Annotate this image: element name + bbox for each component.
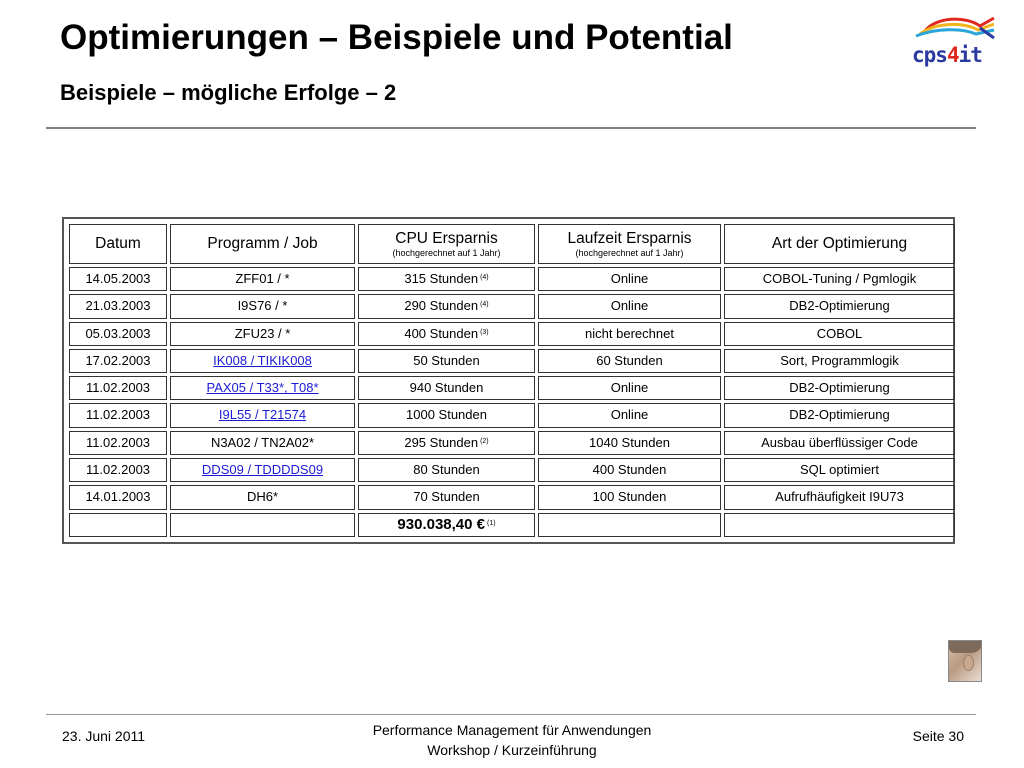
- cell-runtime: Online: [538, 403, 721, 427]
- cell-date: 11.02.2003: [69, 431, 167, 455]
- program-link[interactable]: IK008 / TIKIK008: [213, 352, 312, 368]
- savings-table: [66, 221, 958, 540]
- cell-program: DH6*: [170, 485, 355, 509]
- cell-runtime: 100 Stunden: [538, 485, 721, 509]
- cell-cpu: 290 Stunden $^{(4)}$: [358, 294, 535, 318]
- table-row: [69, 376, 955, 400]
- cell-cpu: 80 Stunden: [358, 458, 535, 482]
- footer-course-title: [312, 720, 712, 760]
- slide-subtitle: Beispiele – mögliche Erfolge – 2: [60, 80, 397, 105]
- header-cpu-ersparnis: CPU Ersparnis (hochgerechnet auf 1 Jahr): [358, 224, 535, 264]
- cell-kind: DB2-Optimierung: [724, 376, 955, 400]
- table-row: [69, 403, 955, 427]
- cell-kind: Sort, Programmlogik: [724, 349, 955, 373]
- cell-runtime: 400 Stunden: [538, 458, 721, 482]
- logo-swoosh-icon: [906, 14, 1002, 44]
- cell-cpu: 50 Stunden: [358, 349, 535, 373]
- cell-cpu: 295 Stunden $^{(2)}$: [358, 431, 535, 455]
- cell-runtime: Online: [538, 376, 721, 400]
- cell-cpu: 1000 Stunden: [358, 403, 535, 427]
- table-row: [69, 431, 955, 455]
- table-row: [69, 322, 955, 346]
- cell-program: ZFU23 / *: [170, 322, 355, 346]
- cell-kind: DB2-Optimierung: [724, 294, 955, 318]
- header-datum: Datum: [69, 224, 167, 264]
- cell-runtime: 60 Stunden: [538, 349, 721, 373]
- cps4it-logo: [906, 14, 1002, 70]
- cell-kind: COBOL: [724, 322, 955, 346]
- cell-cpu: 315 Stunden $^{(4)}$: [358, 267, 535, 291]
- cell-kind: COBOL-Tuning / Pgmlogik: [724, 267, 955, 291]
- header-programm-job: Programm / Job: [170, 224, 355, 264]
- cell-date: 11.02.2003: [69, 458, 167, 482]
- table-total-row: [69, 513, 955, 537]
- cell-empty: [538, 513, 721, 537]
- footer-line-2: Workshop / Kurzeinführung: [427, 742, 597, 758]
- cell-cpu: 400 Stunden $^{(3)}$: [358, 322, 535, 346]
- cell-program: [170, 376, 355, 400]
- cell-kind: DB2-Optimierung: [724, 403, 955, 427]
- cell-program: N3A02 / TN2A02*: [170, 431, 355, 455]
- table-row: [69, 349, 955, 373]
- cell-program: I9S76 / *: [170, 294, 355, 318]
- slide-title: Optimierungen – Beispiele und Potential: [60, 18, 733, 57]
- table-row: [69, 267, 955, 291]
- savings-table-frame: [62, 217, 955, 544]
- program-link[interactable]: DDS09 / TDDDDS09: [201, 462, 324, 478]
- cell-date: 11.02.2003: [69, 376, 167, 400]
- header-laufzeit-ersparnis: Laufzeit Ersparnis (hochgerechnet auf 1 Jahr): [538, 224, 721, 264]
- table-row: [69, 485, 955, 509]
- cell-empty: [724, 513, 955, 537]
- footer-divider: [46, 714, 976, 715]
- total-value: 930.038,40 €: [397, 515, 486, 533]
- page-number: Seite 30: [912, 728, 964, 744]
- cell-date: 14.01.2003: [69, 485, 167, 509]
- cell-total: 930.038,40 € $^{(1)}$: [358, 513, 535, 537]
- title-divider: [46, 127, 976, 129]
- cell-cpu: 70 Stunden: [358, 485, 535, 509]
- cell-runtime: Online: [538, 294, 721, 318]
- footer-line-1: Performance Management für Anwendungen: [372, 722, 652, 738]
- cell-program: [170, 403, 355, 427]
- cell-kind: Aufrufhäufigkeit I9U73: [724, 485, 955, 509]
- cell-date: 05.03.2003: [69, 322, 167, 346]
- cell-runtime: 1040 Stunden: [538, 431, 721, 455]
- logo-wordmark: cps4it: [912, 43, 982, 67]
- program-link[interactable]: I9L55 / T21574: [218, 407, 307, 423]
- header-art-der-optimierung: Art der Optimierung: [724, 224, 955, 264]
- cell-program: ZFF01 / *: [170, 267, 355, 291]
- cell-date: 21.03.2003: [69, 294, 167, 318]
- table-row: [69, 294, 955, 318]
- cell-runtime: nicht berechnet: [538, 322, 721, 346]
- cell-cpu: 940 Stunden: [358, 376, 535, 400]
- cell-program: [170, 458, 355, 482]
- table-header-row: [69, 224, 955, 264]
- presenter-photo: [948, 640, 982, 682]
- cell-date: 14.05.2003: [69, 267, 167, 291]
- cell-kind: Ausbau überflüssiger Code: [724, 431, 955, 455]
- cell-program: [170, 349, 355, 373]
- cell-runtime: Online: [538, 267, 721, 291]
- footer-date: 23. Juni 2011: [62, 728, 146, 744]
- cell-empty: [170, 513, 355, 537]
- cell-empty: [69, 513, 167, 537]
- cell-kind: SQL optimiert: [724, 458, 955, 482]
- cell-date: 11.02.2003: [69, 403, 167, 427]
- table-row: [69, 458, 955, 482]
- cell-date: 17.02.2003: [69, 349, 167, 373]
- program-link[interactable]: PAX05 / T33*, T08*: [206, 380, 319, 396]
